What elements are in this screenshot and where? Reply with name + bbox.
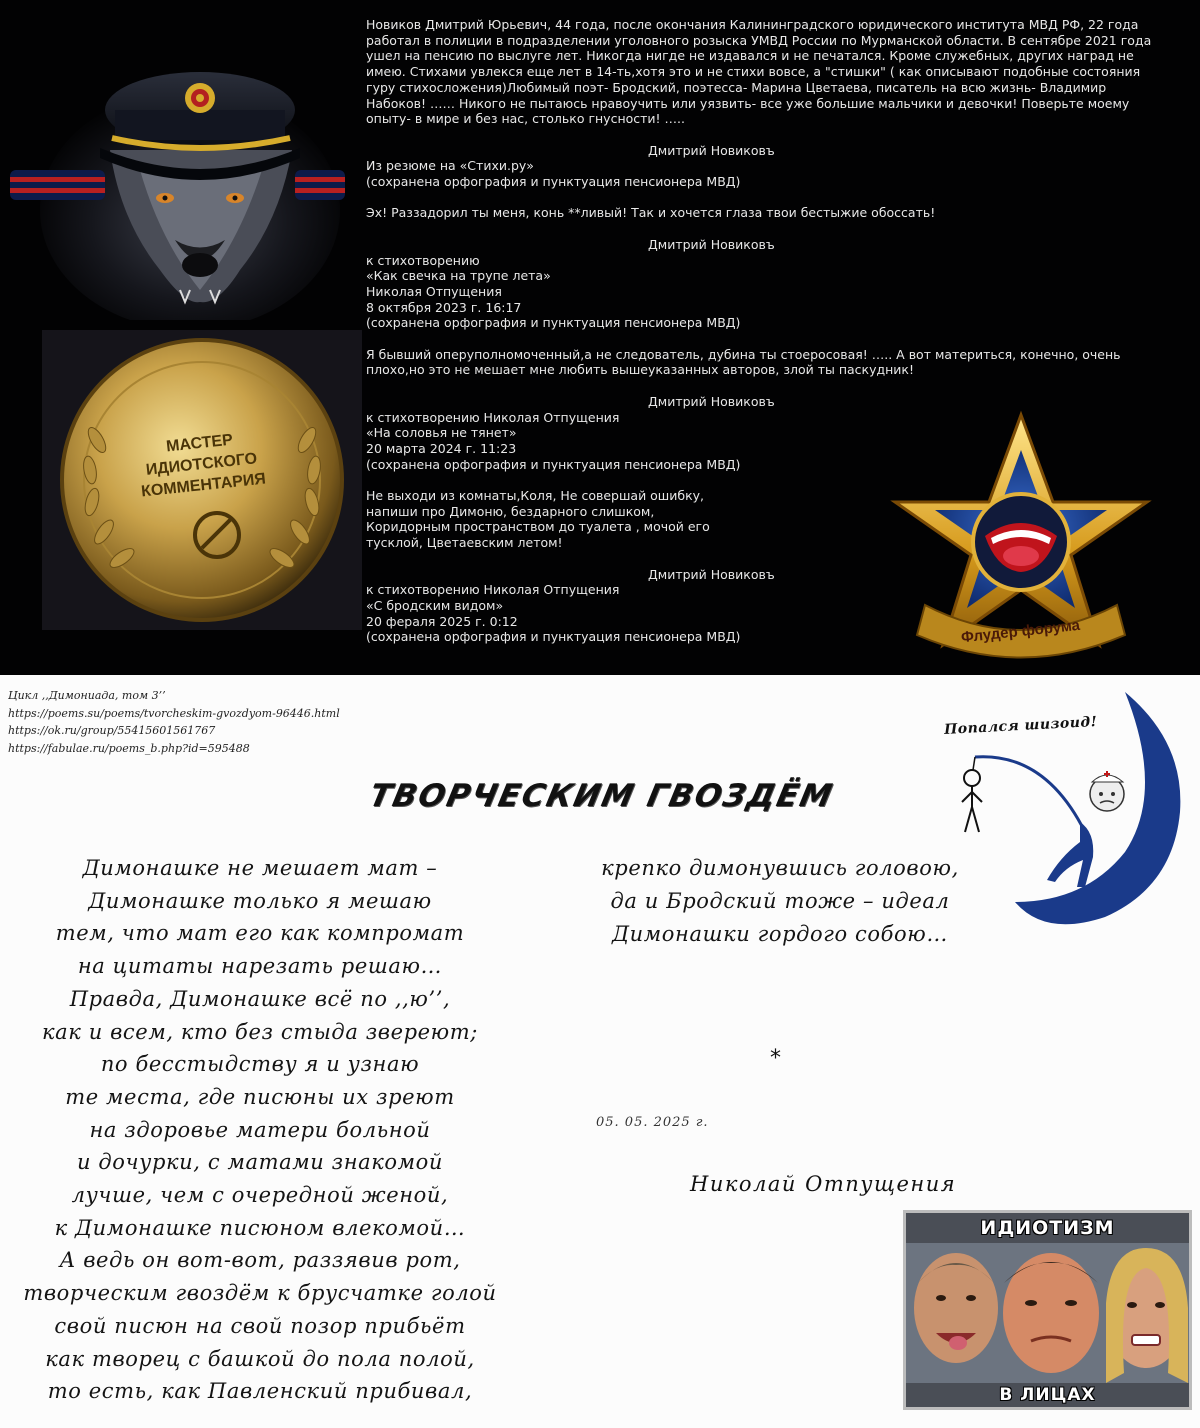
poem-date: 05. 05. 2025 г.	[596, 1115, 709, 1130]
quote-2-signature: Дмитрий Новиковъ	[648, 393, 775, 409]
medal-image	[42, 330, 362, 630]
poem-line: по бесстыдству я и узнаю	[100, 1052, 420, 1077]
separator-asterisk: *	[770, 1046, 781, 1071]
medal-line-2: ИДИОТСКОГО	[145, 450, 258, 479]
medal-line-1: МАСТЕР	[165, 431, 234, 456]
poem-line: как творец с башкой до пола полой,	[45, 1346, 475, 1371]
quote-1-signature: Дмитрий Новиковъ	[648, 236, 775, 252]
wolf-police-image	[0, 40, 345, 320]
quote-2-ref: 20 марта 2024 г. 11:23	[366, 440, 517, 456]
poem-line: как и всем, кто без стыда звереют;	[42, 1019, 478, 1044]
quote-2-note: (сохранена орфография и пунктуация пенсионера МВД)	[366, 456, 741, 472]
idiotism-title: ИДИОТИЗМ	[980, 1217, 1115, 1239]
top-dark-panel	[0, 0, 1200, 675]
quote-3-line: Коридорным пространством до туалета , мочой его	[366, 519, 710, 535]
cycle-title: Цикл ,,Димониада, том 3’’	[8, 689, 166, 702]
quote-1-ref: Николая Отпущения	[366, 283, 502, 299]
quote-1-ref: «Как свечка на трупе лета»	[366, 268, 551, 284]
bio-paragraph: Новиков Дмитрий Юрьевич, 44 года, после окончания Калининградского юридического института МВД РФ, 22 года работал в полиции в подразделении уголовного розыска УМВД России по Мурманской области. В сентябре 2021 года ушел на пенсию по выслуге лет. Никогда нигде не издавался и не печатался. Кроме служебных, других наград не имею. Стихами увлекся еще лет в 14-ть,хотя это и не стихи вовсе, а "стишки" ( как описывают подобные состояния гуру стихосложения)Любимый поэт- Бродский, поэтесса- Марина Цветаева, писатель на всю жизнь- Владимир Набоков! …… Никого не пытаюсь нравоучить или уязвить- все уже большие мальчики и девочки! Поверьте моему опыту- в мире и без нас, столько гнусности! …..	[366, 17, 1152, 127]
poem-line: свой писюн на свой позор прибьёт	[54, 1313, 466, 1338]
quote-3-signature: Дмитрий Новиковъ	[648, 566, 775, 582]
poem-title-text: ТВОРЧЕСКИМ ГВОЗДЁМ	[366, 778, 838, 814]
poem-line: Димонашки гордого собою…	[612, 922, 948, 946]
idiotism-collage	[903, 1210, 1192, 1410]
poem-line: Димонашке только я мешаю	[88, 888, 432, 913]
medal-line-3: КОММЕНТАРИЯ	[140, 470, 267, 501]
link-poems-su[interactable]: https://poems.su/poems/tvorcheskim-gvozdyom-96446.html	[8, 706, 340, 720]
quote-3-note: (сохранена орфография и пунктуация пенсионера МВД)	[366, 629, 741, 645]
poem-line: к Димонашке писюном влекомой…	[54, 1215, 466, 1240]
quote-2-text: Я бывший оперуполномоченный,а не следователь, дубина ты стоеросовая! ….. А вот материться, конечно, очень плохо,но это не мешает мне любить вышеуказанных авторов, злой ты паскудник!	[366, 346, 1121, 378]
link-fabulae[interactable]: https://fabulae.ru/poems_b.php?id=595488	[8, 741, 250, 755]
quote-3-ref: «С бродским видом»	[366, 597, 504, 613]
poem-line: А ведь он вот-вот, раззявив рот,	[59, 1248, 461, 1273]
quote-3-ref: 20 фераля 2025 г. 0:12	[366, 613, 518, 629]
poem-line: на цитаты нарезать решаю…	[77, 954, 443, 979]
poem-line: лучше, чем с очередной женой,	[71, 1183, 449, 1208]
quote-1-ref: 8 октября 2023 г. 16:17	[366, 299, 522, 315]
poem-line: Димонашке не мешает мат –	[82, 856, 438, 880]
poem-line: те места, где писюны их зреют	[65, 1084, 455, 1109]
poem-line: тем, что мат его как компромат	[55, 921, 465, 946]
poem-line: крепко димонувшись головою,	[601, 856, 959, 880]
bio-note: (сохранена орфография и пунктуация пенсионера МВД)	[366, 174, 741, 190]
poem-line: то есть, как Павленский прибивал,	[47, 1379, 473, 1404]
idiotism-subtitle: В ЛИЦАХ	[999, 1385, 1096, 1405]
star-ribbon-text: Флудер форума	[960, 616, 1081, 647]
faces-photo	[906, 1213, 1189, 1407]
link-ok-ru[interactable]: https://ok.ru/group/55415601561767	[8, 724, 216, 737]
quote-1-note: (сохранена орфография и пунктуация пенсионера МВД)	[366, 315, 741, 331]
poem-left-column	[10, 852, 510, 1408]
poem-title	[0, 778, 1200, 814]
quote-2-ref: к стихотворению Николая Отпущения	[366, 409, 620, 425]
poem-line: и дочурки, с матами знакомой	[76, 1150, 444, 1175]
quote-3-line: тусклой, Цветаевским летом!	[366, 535, 563, 551]
quote-1-ref: к стихотворению	[366, 252, 480, 268]
bio-signature: Дмитрий Новиковъ	[648, 142, 775, 158]
bio-source: Из резюме на «Стихи.ру»	[366, 158, 534, 174]
quote-2-ref: «На соловья не тянет»	[366, 425, 517, 441]
quote-3-line: напиши про Димоню, бездарного слишком,	[366, 503, 655, 519]
quote-1-text: Эх! Раззадорил ты меня, конь **ливый! Так и хочется глаза твои бестыжие обоссать!	[366, 205, 936, 221]
poem-right-column	[560, 852, 1000, 951]
quote-3-line: Не выходи из комнаты,Коля, Не совершай ошибку,	[366, 488, 705, 503]
cycle-info	[8, 687, 340, 757]
poem-line: творческим гвоздём к брусчатке голой	[23, 1281, 497, 1306]
poem-line: на здоровье матери больной	[89, 1117, 431, 1142]
poem-line: да и Бродский тоже – идеал	[610, 889, 950, 913]
poem-line: Правда, Димонашке всё по ,,ю’’,	[69, 986, 451, 1011]
quote-3-ref: к стихотворению Николая Отпущения	[366, 582, 620, 598]
moon-caption: Попался шизоид!	[943, 713, 1098, 739]
bio-text	[366, 17, 1156, 645]
poem-author: Николай Отпущения	[690, 1172, 957, 1196]
